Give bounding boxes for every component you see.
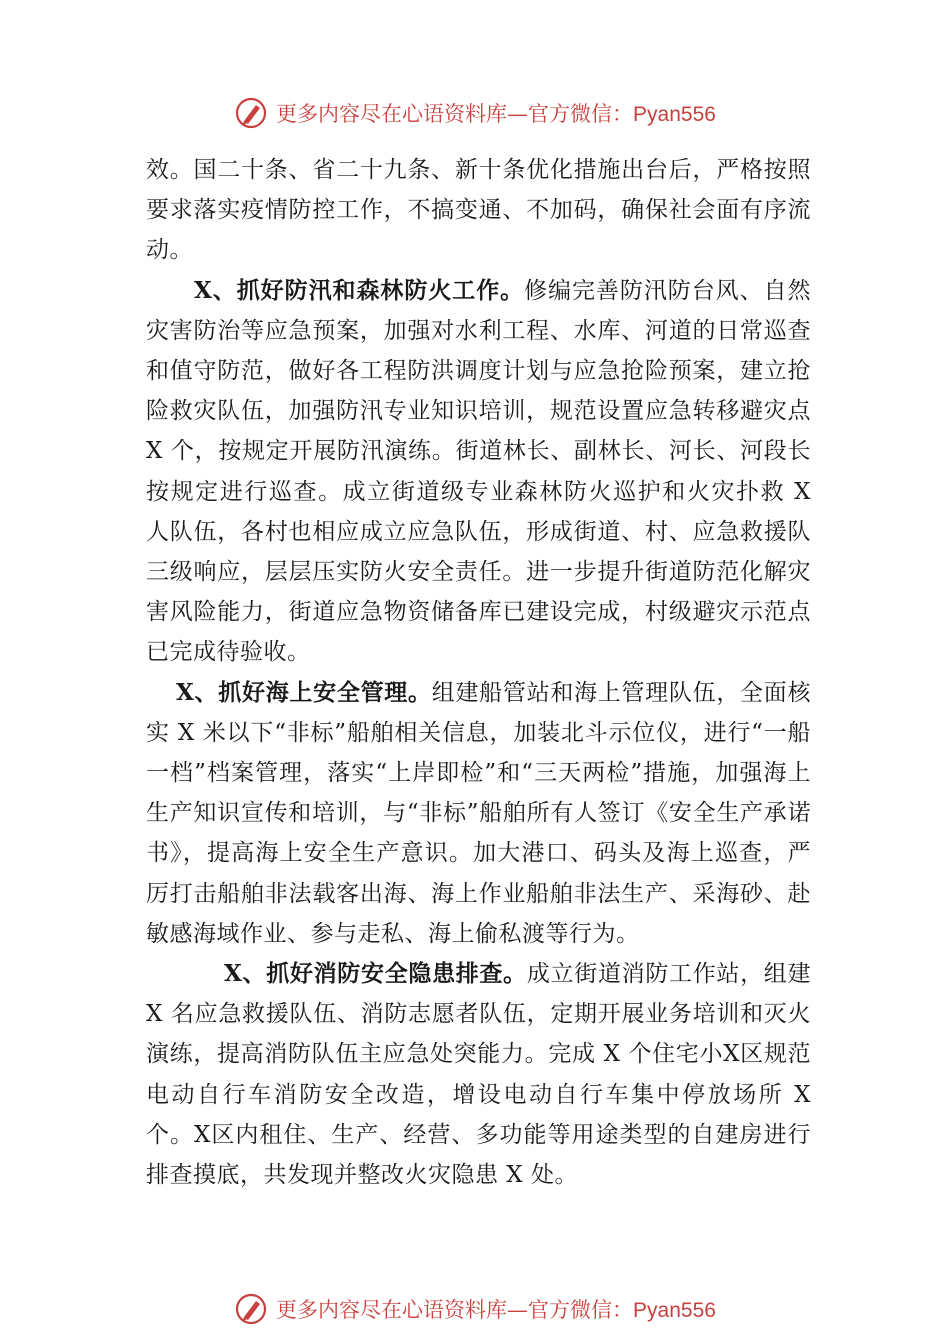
paragraph-body: 效。国二十条、省二十九条、新十条优化措施出台后，严格按照要求落实疫情防控工作，不搞变通、不加码，确保社会面有序流动。 xyxy=(146,157,811,264)
paragraph-continuation xyxy=(146,150,811,271)
section-heading: X、抓好防汛和森林防火工作。 xyxy=(194,276,525,304)
watermark-text: 更多内容尽在心语资料库—官方微信：Pyan556 xyxy=(276,102,716,126)
watermark-footer xyxy=(0,1292,950,1326)
section-heading: X、抓好消防安全隐患排查。 xyxy=(224,960,527,988)
pen-logo-icon xyxy=(234,96,268,130)
document-body xyxy=(146,150,811,1195)
pen-logo-icon xyxy=(234,1292,268,1326)
paragraph-maritime xyxy=(146,673,811,954)
paragraph-flood-fire xyxy=(146,271,811,673)
section-heading: X、抓好海上安全管理。 xyxy=(176,678,432,706)
paragraph-body: 组建船管站和海上管理队伍，全面核实 X 米以下“非标”船舶相关信息，加装北斗示位仪，进行“一船一档”档案管理，落实“上岸即检”和“三天两检”措施，加强海上生产知识宣传和培训，与“非标”船舶所有人签订《安全生产承诺书》，提高海上安全生产意识。加大港口、码头及海上巡查，严厉打击船舶非法载客出海、海上作业船舶非法生产、采海砂、赴敏感海域作业、参与走私、海上偷私渡等行为。 xyxy=(146,679,811,947)
watermark-text: 更多内容尽在心语资料库—官方微信：Pyan556 xyxy=(276,1298,716,1322)
paragraph-fire-safety xyxy=(146,954,811,1195)
paragraph-body: 修编完善防汛防台风、自然灾害防治等应急预案，加强对水利工程、水库、河道的日常巡查和值守防范，做好各工程防洪调度计划与应急抢险预案，建立抢险救灾队伍，加强防汛专业知识培训，规范设置应急转移避灾点 X 个，按规定开展防汛演练。街道林长、副林长、河长、河段长按规定进行巡查。成立街道级专业森林防火巡护和火灾扑救 X 人队伍，各村也相应成立应急队伍，形成街道、村、应急救援队三级响应，层层压实防火安全责任。进一步提升街道防范化解灾害风险能力，街道应急物资储备库已建设完成，村级避灾示范点已完成待验收。 xyxy=(146,277,811,666)
paragraph-body: 成立街道消防工作站，组建 X 名应急救援队伍、消防志愿者队伍，定期开展业务培训和灭火演练，提高消防队伍主应急处突能力。完成 X 个住宅小X区规范电动自行车消防安全改造，增设电动自行车集中停放场所 X 个。X区内租住、生产、经营、多功能等用途类型的自建房进行排查摸底，共发现并整改火灾隐患 X 处。 xyxy=(146,961,811,1189)
watermark-header xyxy=(0,96,950,130)
